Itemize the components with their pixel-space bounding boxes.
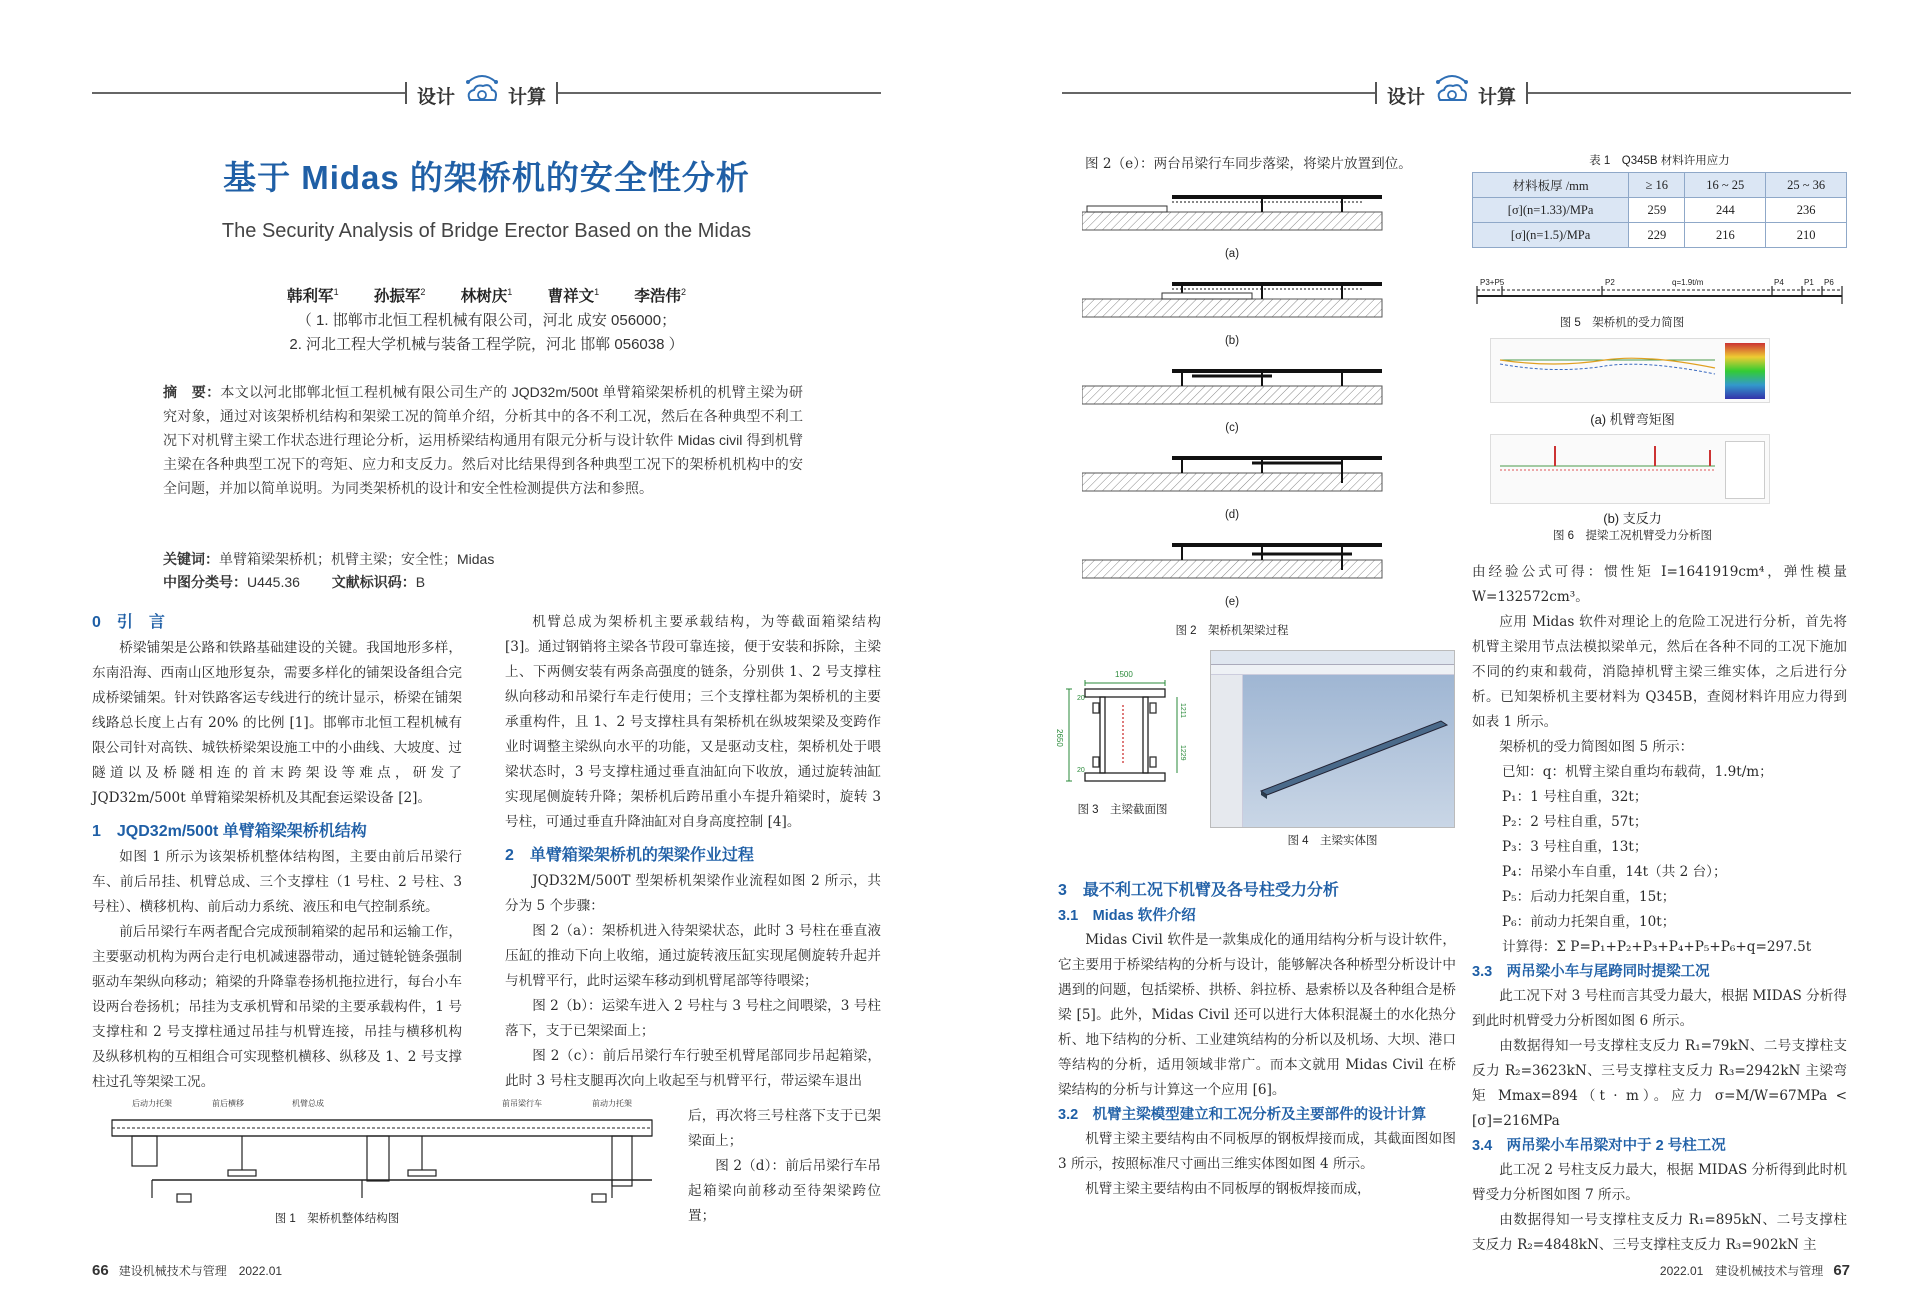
classification (163, 570, 803, 594)
force-diagram-para: 架桥机的受力简图如图 5 所示： (1499, 739, 1694, 755)
fig5-label: P3+P5 (1480, 278, 1505, 287)
section-3-1-para: Midas Civil 软件是一款集成化的通用结构分析与设计软件，它主要用于桥梁结构的分析与设计，能够解决各种桥型分析设计中遇到的问题，包括梁桥、拱桥、斜拉桥、悬索桥以及各种组合是桥梁 [5]。此外，Midas Civil 还可以进行大体积混凝土的水化热分析、地下结构的分析、工业建筑结构的分析以及机场、大坝、港口等结构的分析，适用领域非常广。而本文就用 Midas Civil 在桥梁结构的分析与计算这一个应用 [6]。 (1058, 932, 1456, 1098)
section-2-para-0: JQD32M/500T 型架桥机架梁作业流程如图 2 所示，共分为 5 个步骤： (505, 873, 881, 914)
moment-diagram-plot (1490, 338, 1770, 403)
table-cell: 236 (1766, 198, 1847, 223)
header-design: 设计 (417, 87, 456, 108)
section-3-3-para-2: 由数据得知一号支撑柱支反力 R₁=79kN、二号支撑柱支反力 R₂=3623kN、三号支撑柱支反力 R₃=2942kN 主梁弯矩 Mmax=894（t · m）。应力 σ=M/W=67MPa < [σ]=216MPa (1472, 1038, 1847, 1129)
section-2-para-c-cont: 后，再次将三号柱落下支于已架梁面上； (688, 1108, 881, 1149)
abstract-text: 本文以河北邯郸北恒工程机械有限公司生产的 JQD32m/500t 单臂箱梁架桥机的机臂主梁为研究对象，通过对该架桥机结构和架梁工况的简单介绍，分析其中的各不利工况，然后在各种典型不利工况下对机臂主梁工作状态进行理论分析，运用桥梁结构通用有限元分析与设计软件 Midas civil 得到机臂主梁在各种典型工况下的弯矩、应力和支反力。然后对比结果得到各种典型工况下的架桥机机构中的安全问题，并加以简单说明。为同类架桥机的设计和安全性检测提供方法和参照。 (163, 384, 803, 496)
fig2-intro: 图 2（e）：两台吊梁行车同步落梁，将梁片放置到位。 (1085, 156, 1412, 172)
keywords-label: 关键词： (163, 551, 219, 567)
table-cell: [σ](n=1.33)/MPa (1473, 198, 1629, 223)
right-page-column-2 (1472, 560, 1847, 1258)
right-header-line (1062, 92, 1375, 94)
step-b (1082, 284, 1382, 317)
right-footer (1640, 1262, 1850, 1279)
right-header-line (1528, 92, 1851, 94)
table-cell: 216 (1685, 223, 1766, 248)
beam-3d-model (1251, 711, 1451, 801)
clc-label: 中图分类号： (163, 574, 247, 590)
figure-6-caption: 图 6 提梁工况机臂受力分析图 (1552, 530, 1713, 542)
fig2-sub-b: (b) (1224, 335, 1240, 347)
table-header-cell: 16 ~ 25 (1685, 173, 1766, 198)
journal-name: 2022.01 建设机械技术与管理 (1659, 1264, 1824, 1278)
figure-1-caption: 图 1 架桥机整体结构图 (274, 1213, 400, 1225)
section-1-para-1: 如图 1 所示为该架桥机整体结构图，主要由前后吊梁行车、前后吊挂、机臂总成、三个支撑柱（1 号柱、2 号柱、3 号柱）、横移机构、前后动力系统、液压和电气控制系统。 (92, 849, 462, 915)
left-column (92, 610, 462, 1095)
section-3-1-title: 3.1 Midas 软件介绍 (1058, 908, 1196, 924)
author: 林树庆$^1$ (460, 286, 513, 305)
figure-3 (1055, 670, 1190, 820)
cloud-gear-icon (460, 68, 504, 108)
table-header-cell: ≥ 16 (1629, 173, 1685, 198)
force-diagram (1472, 282, 1847, 310)
author-list (92, 284, 881, 306)
left-header-line (558, 92, 881, 94)
figure-2-caption: 图 2 架桥机架梁过程 (1175, 625, 1289, 637)
page-number: 66 (92, 1262, 109, 1279)
figure-5-caption: 图 5 架桥机的受力简图 (1559, 317, 1685, 329)
figure-3-caption: 图 3 主梁截面图 (1077, 804, 1168, 816)
table-header-cell: 25 ~ 36 (1766, 173, 1847, 198)
figure-6a-caption: (a) 机臂弯矩图 (1590, 412, 1675, 427)
keywords (163, 547, 803, 571)
cloud-gear-icon (1430, 68, 1474, 108)
affiliation-1: （ 1. 邯郸市北恒工程机械有限公司，河北 成安 056000； (296, 312, 677, 329)
step-a (1082, 197, 1382, 230)
right-page-column-1 (1058, 878, 1456, 1202)
load-item: P₃：3 号柱自重，13t； (1502, 839, 1648, 855)
section-3-2-para-1: 机臂主梁主要结构由不同板厚的钢板焊接而成，其截面图如图 3 所示，按照标准尺寸画出三维实体图如图 4 所示。 (1058, 1131, 1456, 1172)
article-subtitle: The Security Analysis of Bridge Erector Based on the Midas (221, 220, 752, 242)
table-header-row (1473, 173, 1847, 198)
article-title: 基于 Midas 的架桥机的安全性分析 (223, 159, 750, 196)
load-item: 计算得：Σ P=P₁+P₂+P₃+P₄+P₅+P₆+q=297.5t (1502, 939, 1812, 955)
fig3-dim: 20 (1077, 695, 1085, 702)
analysis-para: 应用 Midas 软件对理论上的危险工况进行分析，首先将机臂主梁用节点法模拟梁单元，然后在各种不同的工况下施加不同的约束和载荷，消隐掉机臂主梁三维实体，之后进行分析。已知架桥机主要材料为 Q345B，查阅材料许用应力得到如表 1 所示。 (1472, 614, 1847, 730)
load-item: P₂：2 号柱自重，57t； (1502, 814, 1648, 830)
load-item: P₅：后动力托架自重，15t； (1502, 889, 1676, 905)
keywords-text: 单臂箱梁架桥机；机臂主梁；安全性；Midas (219, 551, 495, 567)
section-2-para-d: 图 2（d）：前后吊梁行车吊起箱梁向前移动至待架梁跨位置； (688, 1158, 881, 1224)
author: 曹祥文$^1$ (547, 286, 600, 305)
section-3-title: 3 最不利工况下机臂及各号柱受力分析 (1058, 882, 1339, 899)
section-3-2-title: 3.2 机臂主梁模型建立和工况分析及主要部件的设计计算 (1058, 1107, 1427, 1123)
section-3-4-title: 3.4 两吊梁小车吊梁对中于 2 号柱工况 (1472, 1138, 1726, 1154)
fig2-sub-e: (e) (1224, 596, 1240, 608)
doc-value: B (415, 574, 426, 590)
reaction-plot (1490, 434, 1770, 504)
figure-5 (1472, 278, 1847, 332)
section-3-4-para-1: 此工况 2 号柱支反力最大，根据 MIDAS 分析得到此时机臂受力分析图如图 7 所示。 (1472, 1162, 1847, 1203)
midas-screenshot (1210, 650, 1455, 828)
load-list (1472, 760, 1847, 960)
author: 韩利军$^1$ (287, 286, 339, 305)
header-calc: 计算 (508, 87, 547, 108)
clc-value: U445.36 (247, 574, 300, 590)
fig1-label: 前后横移 (212, 1099, 244, 1108)
table-1-caption: 表 1 Q345B 材料许用应力 (1589, 155, 1730, 167)
moment-curve (1495, 340, 1725, 403)
journal-name: 建设机械技术与管理 2022.01 (118, 1264, 283, 1278)
affiliation-2: 2. 河北工程大学机械与装备工程学院，河北 邯郸 056038 ） (289, 336, 684, 353)
col2-para-1: 机臂总成为架桥机主要承载结构，为等截面箱梁结构 [3]。通过钢销将主梁各节段可靠连接，便于安装和拆除，主梁上、下两侧安装有两条高强度的链条，分别供 1、2 号支撑柱纵向移动和吊梁行车走行使用；三个支撑柱都为架桥机的主要承重构件，且 1、2 号支撑柱具有架桥机在纵坡架梁及变跨作业时调整主梁纵向水平的功能，又是驱动支柱，架桥机处于喂梁状态时，3 号支撑柱通过垂直油缸向下收放，通过旋转油缸实现尾侧旋转升降；架桥机后跨吊重小车提升箱梁时，旋转 3 号柱，可通过垂直升降油缸对自身高度控制 [4]。 (505, 614, 881, 830)
table-1 (1472, 152, 1847, 248)
left-header-line (92, 92, 405, 94)
fig2-sub-a: (a) (1224, 248, 1240, 260)
fig5-label: P6 (1824, 278, 1834, 287)
section-3-3-title: 3.3 两吊梁小车与尾跨同时提梁工况 (1472, 964, 1710, 980)
section-3-2-para-2: 机臂主梁主要结构由不同板厚的钢板焊接而成， (1085, 1181, 1371, 1197)
fig3-dim: 1229 (1179, 745, 1186, 761)
cross-section-drawing (1055, 675, 1190, 795)
section-3-4-para-2: 由数据得知一号支撑柱支反力 R₁=895kN、二号支撑柱支反力 R₂=4848kN、三号支撑柱支反力 R₃=902kN 主 (1472, 1212, 1847, 1253)
figure-4-caption: 图 4 主梁实体图 (1287, 835, 1378, 847)
fig5-label: P2 (1605, 278, 1615, 287)
left-page-column-2 (505, 610, 881, 1094)
left-header-badge (405, 64, 558, 112)
section-0-para: 桥梁铺架是公路和铁路基础建设的关键。我国地形多样，东南沿海、西南山区地形复杂，需要多样化的铺架设备组合完成桥梁铺架。针对铁路客运专线进行的统计显示，桥梁在铺架线路总长度上占有 20% 的比例 [1]。邯郸市北恒工程机械有限公司针对高铁、城铁桥梁架设施工中的小曲线、大坡度、过隧道以及桥隧相连的首末跨架设等难点，研发了 JQD32m/500t 单臂箱梁架桥机及其配套运梁设备 [2]。 (92, 640, 462, 806)
section-2-title: 2 单臂箱梁架桥机的架梁作业过程 (505, 847, 754, 864)
section-2-para-b: 图 2（b）：运梁车进入 2 号柱与 3 号柱之间喂梁，3 号柱落下，支于已架梁面上； (505, 998, 881, 1039)
inertia-para: 由经验公式可得：惯性矩 I=1641919cm⁴，弹性模量 W=132572cm³。 (1472, 564, 1847, 605)
figure-6b-caption: (b) 支反力 (1603, 511, 1662, 526)
header-design: 设计 (1387, 87, 1426, 108)
section-2-para-c: 图 2（c）：前后吊梁行车行驶至机臂尾部同步吊起箱梁，此时 3 号柱支腿再次向上收起至与机臂平行，带运梁车退出 (505, 1048, 881, 1089)
fig1-label: 后动力托架 (132, 1099, 172, 1108)
figure-4 (1210, 650, 1455, 845)
table-cell: [σ](n=1.5)/MPa (1473, 223, 1629, 248)
table-cell: 210 (1766, 223, 1847, 248)
figure-2 (1082, 182, 1402, 644)
table-row (1473, 223, 1847, 248)
author: 孙振军$^2$ (373, 286, 426, 305)
reaction-bars (1495, 436, 1725, 504)
header-calc: 计算 (1478, 87, 1517, 108)
fig2-sub-d: (d) (1224, 509, 1240, 521)
table-cell: 259 (1629, 198, 1685, 223)
load-item: 已知：q：机臂主梁自重均布载荷，1.9t/m； (1502, 764, 1773, 780)
section-2-para-a: 图 2（a）：架桥机进入待架梁状态，此时 3 号柱在垂直液压缸的推动下向上收缩，通过旋转液压缸实现尾侧旋转升起并与机臂平行，此时运梁车移动到机臂尾部等待喂梁； (505, 923, 881, 989)
author: 李浩伟$^2$ (634, 286, 686, 305)
right-header-badge (1375, 64, 1528, 112)
left-footer (92, 1262, 282, 1279)
section-0-title: 0 引 言 (92, 614, 165, 631)
step-d (1082, 458, 1382, 491)
left-page-column-2-lower (688, 1104, 881, 1229)
fig3-dim: 1211 (1179, 703, 1186, 719)
table-cell: 244 (1685, 198, 1766, 223)
fig3-dim: 20 (1077, 767, 1085, 774)
section-1-title: 1 JQD32m/500t 单臂箱梁架桥机结构 (92, 823, 367, 840)
figure-1 (92, 1098, 677, 1228)
table-row (1473, 198, 1847, 223)
fig1-label: 机臂总成 (292, 1099, 324, 1108)
bridge-erector-diagram (92, 1098, 677, 1208)
load-item: P₁：1 号柱自重，32t； (1502, 789, 1648, 805)
abstract-label: 摘 要： (163, 384, 221, 400)
fig3-dim: 2650 (1055, 729, 1064, 747)
fig1-label: 前动力托架 (592, 1099, 632, 1108)
abstract (163, 380, 803, 500)
fig5-label: P4 (1774, 278, 1784, 287)
table-header-cell: 材料板厚 /mm (1473, 173, 1629, 198)
fig1-label: 前吊梁行车 (502, 1099, 542, 1108)
page-number: 67 (1833, 1262, 1850, 1279)
doc-label: 文献标识码： (331, 574, 416, 590)
load-item: P₄：吊梁小车自重，14t（共 2 台）； (1502, 864, 1727, 880)
section-1-para-2: 前后吊梁行车两者配合完成预制箱梁的起吊和运输工作，主要驱动机构为两台走行电机减速器带动，通过链轮链条强制驱动车架纵向移动；箱梁的升降靠卷扬机拖拉进行，每台小车设两台卷扬机；吊挂为支承机臂和吊梁的主要承载构件，1 号支撑柱和 2 号支撑柱通过吊挂与机臂连接，吊挂与横移机构及纵移机构的互相组合可实现整机横移、纵移及 1、2 号支撑柱过孔等架梁工况。 (92, 924, 462, 1090)
section-3-3-para-1: 此工况下对 3 号柱而言其受力最大，根据 MIDAS 分析得到此时机臂受力分析图如图 6 所示。 (1472, 988, 1847, 1029)
figure-6 (1490, 338, 1775, 553)
step-c (1082, 371, 1382, 404)
fig3-dim: 1500 (1115, 670, 1133, 679)
fig5-label: P1 (1804, 278, 1814, 287)
table-cell: 229 (1629, 223, 1685, 248)
fig2-sub-c: (c) (1225, 422, 1239, 434)
load-item: P₆：前动力托架自重，10t； (1502, 914, 1676, 930)
fig5-label: q=1.9t/m (1672, 278, 1704, 287)
step-e (1082, 545, 1382, 578)
